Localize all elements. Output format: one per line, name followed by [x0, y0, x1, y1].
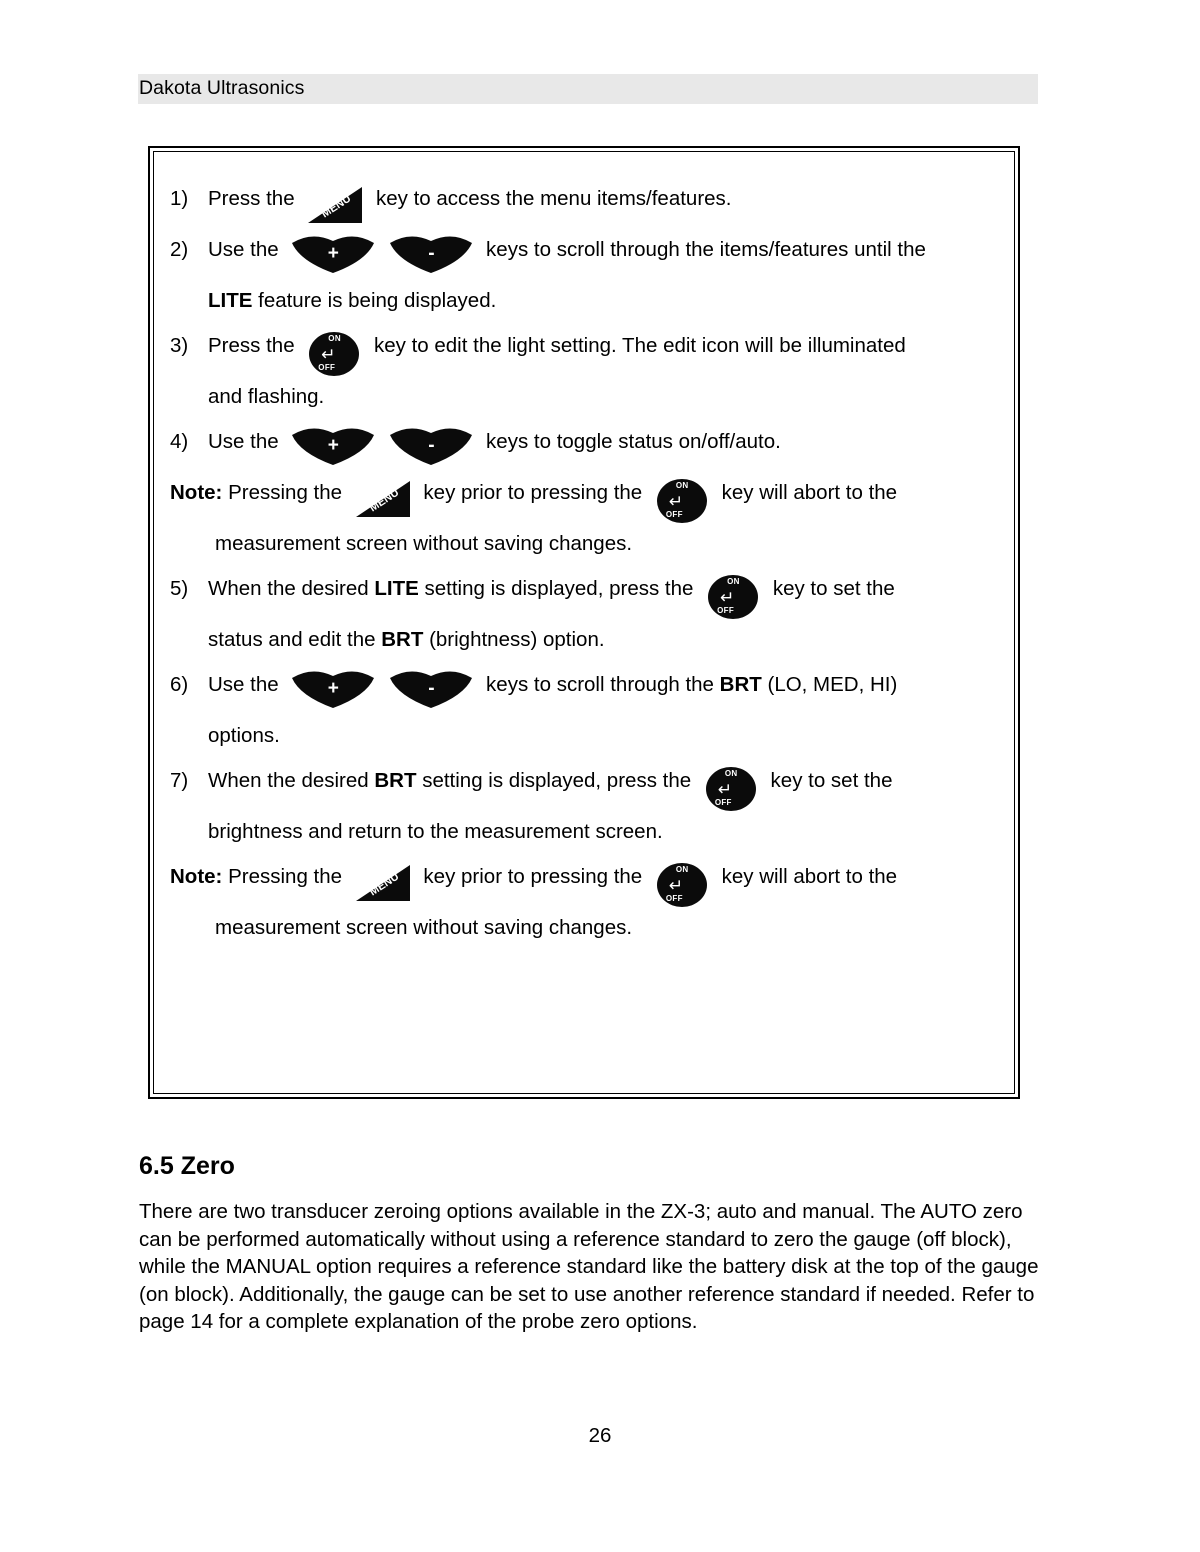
step-7-text-a: When the desired: [208, 769, 375, 792]
note-2-text-b: key prior to pressing the: [417, 865, 648, 888]
step-6-continuation: options.: [208, 724, 280, 747]
step-6-text-c: (LO, MED, HI): [761, 673, 898, 696]
step-1-text-b: key to access the menu items/features.: [370, 187, 732, 210]
step-2-continuation-text: feature is being displayed.: [252, 289, 497, 312]
step-4-text-a: Use the: [208, 430, 285, 453]
step-1-text: [208, 176, 1000, 221]
step-6-text-a: Use the: [208, 673, 285, 696]
step-5-text-a: When the desired: [208, 577, 375, 600]
on-off-enter-key-icon: [705, 572, 761, 622]
instruction-steps: [170, 176, 1000, 950]
step-2-bold-term: LITE: [208, 289, 253, 312]
instruction-box: [148, 146, 1020, 1099]
on-off-enter-key-icon: [654, 476, 710, 526]
section-heading: 6.5 Zero: [139, 1152, 235, 1180]
step-7: [170, 758, 1000, 807]
off-label: OFF: [665, 893, 683, 903]
plus-key-icon: [290, 670, 376, 710]
step-7-number: 7): [170, 769, 189, 792]
on-label: ON: [724, 768, 738, 778]
menu-key-icon: [304, 183, 366, 227]
step-7-text: [208, 758, 1000, 807]
minus-key-icon: [388, 670, 474, 710]
step-3: [170, 323, 1000, 372]
off-label: OFF: [318, 362, 336, 372]
step-2-text: [208, 227, 1000, 272]
note-1-text-c: key will abort to the: [715, 481, 898, 504]
plus-key-label: +: [327, 677, 339, 699]
note-1-text-a: Pressing the: [222, 481, 348, 504]
step-2-text-a: Use the: [208, 238, 285, 261]
step-1-number: 1): [170, 187, 189, 210]
step-3-continuation: and flashing.: [208, 385, 325, 408]
plus-key-icon: [290, 235, 376, 275]
step-5-bold-term: LITE: [374, 577, 419, 600]
step-5: [170, 566, 1000, 615]
note-2-label: Note:: [170, 865, 223, 888]
minus-key-label: -: [428, 242, 435, 264]
minus-key-label: -: [428, 677, 435, 699]
menu-key-icon: [352, 477, 414, 521]
step-4-number: 4): [170, 430, 189, 453]
plus-key-icon: [290, 427, 376, 467]
step-5-text-b: setting is displayed, press the: [418, 577, 700, 600]
step-4: [170, 419, 1000, 464]
note-2-continuation: measurement screen without saving changes.: [215, 916, 633, 939]
header-title: Dakota Ultrasonics: [139, 77, 305, 99]
step-6: [170, 662, 1000, 707]
step-7-continuation: brightness and return to the measurement screen.: [208, 820, 663, 843]
on-label: ON: [675, 480, 689, 490]
step-3-text-a: Press the: [208, 334, 301, 357]
step-5-text-c: key to set the: [767, 577, 895, 600]
step-5-cont-a: status and edit the: [208, 628, 382, 651]
page-number: 26: [588, 1424, 612, 1447]
step-6-bold-term: BRT: [719, 673, 762, 696]
off-label: OFF: [717, 605, 735, 615]
on-label: ON: [328, 333, 341, 343]
step-2-text-b: keys to scroll through the items/features until the: [480, 238, 926, 261]
step-5-text: [208, 566, 1000, 615]
on-label: ON: [675, 864, 689, 874]
step-7-bold-term: BRT: [374, 769, 417, 792]
note-1-label: Note:: [170, 481, 223, 504]
step-5-cont-bold: BRT: [381, 628, 424, 651]
minus-key-label: -: [428, 434, 435, 456]
step-4-text: [208, 419, 1000, 464]
note-2-text-a: Pressing the: [222, 865, 348, 888]
on-off-enter-key-icon: [703, 764, 759, 814]
section-paragraph: There are two transducer zeroing options available in the ZX-3; auto and manual. The AUTO zero can be performed automatically without using a reference standard to zero the gauge (off block), while the MANUAL option requires a reference standard like the battery disk at the top of the gauge (on block). Additionally, the gauge can be set to use another reference standard if needed. Refer to page 14 for a complete explanation of the probe zero options.: [139, 1200, 1039, 1333]
svg-text:MENU: MENU: [367, 486, 401, 514]
step-3-text-b: key to edit the light setting. The edit icon will be illuminated: [368, 334, 906, 357]
note-1: [170, 470, 1000, 519]
enter-arrow-icon: ↵: [720, 587, 735, 608]
minus-key-icon: [388, 235, 474, 275]
enter-arrow-icon: ↵: [321, 344, 336, 365]
note-1-text-b: key prior to pressing the: [417, 481, 648, 504]
step-2-number: 2): [170, 238, 189, 261]
note-2: [170, 854, 1000, 903]
minus-key-icon: [388, 427, 474, 467]
plus-key-label: +: [327, 242, 339, 264]
note-1-continuation: measurement screen without saving changes.: [215, 532, 633, 555]
enter-arrow-icon: ↵: [668, 875, 684, 896]
on-off-enter-key-icon: [654, 860, 710, 910]
step-2: [170, 227, 1000, 272]
step-6-text-b: keys to scroll through the: [480, 673, 720, 696]
step-5-cont-b: (brightness) option.: [423, 628, 605, 651]
step-1: [170, 176, 1000, 221]
step-5-number: 5): [170, 577, 189, 600]
svg-text:MENU: MENU: [367, 870, 401, 898]
svg-text:MENU: MENU: [319, 192, 354, 220]
off-label: OFF: [665, 509, 683, 519]
step-1-text-a: Press the: [208, 187, 301, 210]
on-label: ON: [727, 576, 740, 586]
step-3-text: [208, 323, 1000, 372]
on-off-enter-key-icon: [306, 329, 362, 379]
step-4-text-b: keys to toggle status on/off/auto.: [480, 430, 781, 453]
enter-arrow-icon: ↵: [668, 491, 684, 512]
plus-key-label: +: [327, 434, 339, 456]
step-7-text-b: setting is displayed, press the: [416, 769, 697, 792]
step-6-number: 6): [170, 673, 189, 696]
enter-arrow-icon: ↵: [717, 779, 733, 800]
step-7-text-c: key to set the: [764, 769, 893, 792]
step-6-text: [208, 662, 1000, 707]
note-2-text-c: key will abort to the: [715, 865, 898, 888]
step-2-continuation: [170, 278, 1000, 323]
menu-key-icon: [352, 861, 414, 905]
step-3-number: 3): [170, 334, 189, 357]
step-5-continuation: [170, 617, 1000, 662]
off-label: OFF: [714, 797, 732, 807]
